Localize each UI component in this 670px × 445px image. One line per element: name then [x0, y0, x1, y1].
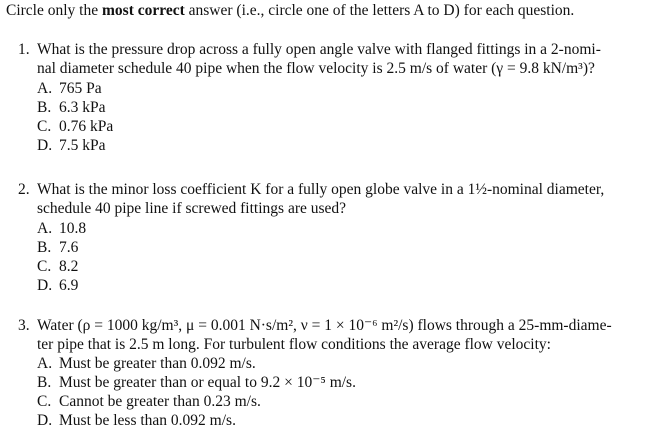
option-d[interactable]	[37, 136, 658, 155]
option-d[interactable]	[37, 411, 658, 430]
option-letter[interactable]: A.	[37, 80, 53, 97]
question-number: 3.	[18, 317, 30, 334]
option-letter[interactable]: B.	[37, 374, 52, 391]
question-3	[18, 316, 658, 430]
option-c[interactable]	[37, 392, 658, 411]
option-text: Cannot be greater than 0.23 m/s.	[59, 393, 261, 410]
option-a[interactable]	[37, 79, 658, 98]
question-number: 2.	[18, 181, 30, 198]
option-text: 7.6	[59, 239, 79, 256]
option-letter[interactable]: B.	[37, 239, 52, 256]
option-letter[interactable]: D.	[37, 412, 53, 429]
option-text: Must be less than 0.092 m/s.	[59, 412, 236, 429]
option-text: 6.9	[59, 277, 79, 294]
option-text: Must be greater than 0.092 m/s.	[59, 355, 256, 372]
instructions-suffix: answer (i.e., circle one of the letters A to D) for each question.	[184, 2, 575, 19]
option-letter[interactable]: B.	[37, 99, 52, 116]
question-number: 1.	[18, 41, 30, 58]
option-letter[interactable]: C.	[37, 393, 52, 410]
question-text-line: Water (ρ = 1000 kg/m³, μ = 0.001 N·s/m², ν = 1 × 10⁻⁶ m²/s) flows through a 25-mm-diame-	[37, 317, 612, 334]
question-stem	[18, 180, 658, 218]
option-text: 7.5 kPa	[59, 137, 106, 154]
option-d[interactable]	[37, 276, 658, 295]
question-stem	[18, 40, 658, 78]
option-text: 6.3 kPa	[59, 99, 106, 116]
instructions-prefix: Circle only the	[6, 2, 102, 19]
option-b[interactable]	[37, 238, 658, 257]
option-text: 10.8	[59, 220, 87, 237]
question-text-line: ter pipe that is 2.5 m long. For turbulent flow conditions the average flow velocity:	[37, 336, 551, 353]
answer-options	[37, 354, 658, 430]
option-letter[interactable]: A.	[37, 220, 53, 237]
option-letter[interactable]: C.	[37, 118, 52, 135]
option-text: 765 Pa	[59, 80, 102, 97]
question-text	[37, 40, 639, 78]
option-text: 8.2	[59, 258, 79, 275]
option-letter[interactable]: C.	[37, 258, 52, 275]
option-text: Must be greater than or equal to 9.2 × 10⁻⁵ m/s.	[59, 374, 356, 391]
option-b[interactable]	[37, 98, 658, 117]
question-stem	[18, 316, 658, 354]
option-a[interactable]	[37, 219, 658, 238]
option-a[interactable]	[37, 354, 658, 373]
option-c[interactable]	[37, 257, 658, 276]
question-text	[37, 316, 639, 354]
option-letter[interactable]: D.	[37, 137, 53, 154]
question-text-line: What is the pressure drop across a fully open angle valve with flanged fittings in a 2-nomi-	[37, 41, 601, 58]
answer-options	[37, 219, 658, 295]
option-b[interactable]	[37, 373, 658, 392]
instructions-emphasis: most correct	[102, 2, 185, 19]
question-1	[18, 40, 658, 155]
option-letter[interactable]: D.	[37, 277, 53, 294]
option-letter[interactable]: A.	[37, 355, 53, 372]
question-text-line: nal diameter schedule 40 pipe when the flow velocity is 2.5 m/s of water (γ = 9.8 kN/m³)?	[37, 60, 595, 77]
question-text	[37, 180, 639, 218]
instructions	[6, 1, 574, 20]
question-2	[18, 180, 658, 295]
question-text-line: schedule 40 pipe line if screwed fittings are used?	[37, 200, 347, 217]
answer-options	[37, 79, 658, 155]
option-text: 0.76 kPa	[59, 118, 114, 135]
option-c[interactable]	[37, 117, 658, 136]
question-text-line: What is the minor loss coefficient K for a fully open globe valve in a 1½-nominal diameter,	[37, 181, 605, 198]
